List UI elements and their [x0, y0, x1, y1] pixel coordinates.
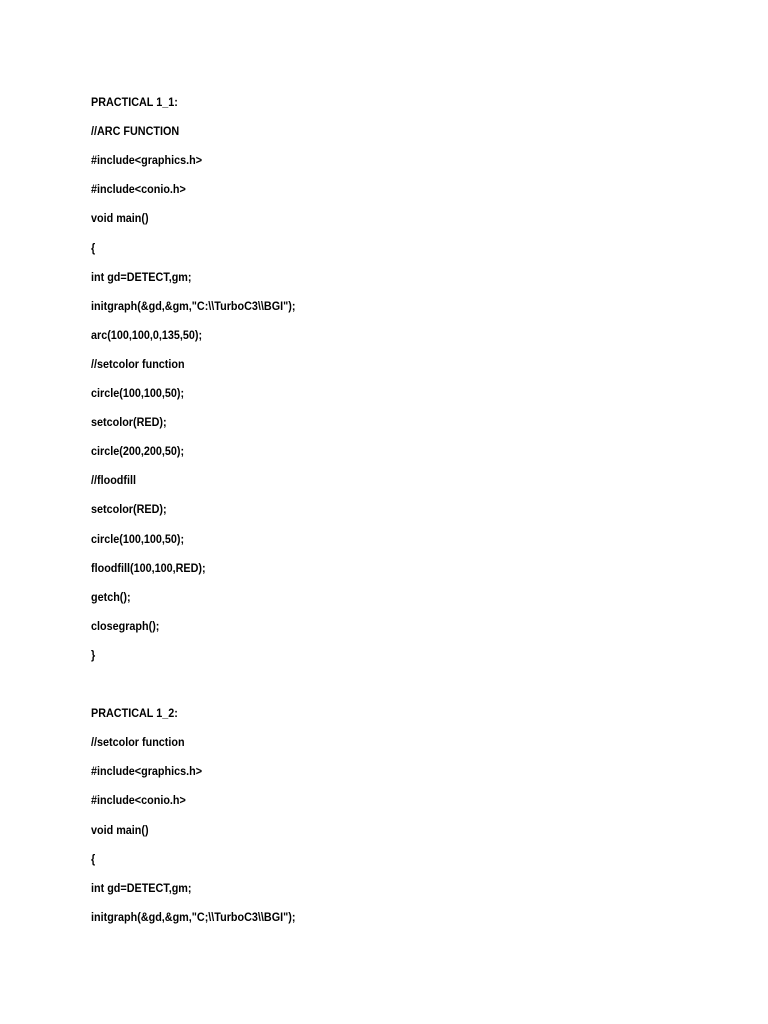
code-comment-line: //setcolor function — [91, 356, 185, 371]
code-line: #include<conio.h> — [91, 793, 186, 808]
code-line: void main() — [91, 822, 149, 837]
code-line: setcolor(RED); — [91, 415, 167, 430]
code-line: #include<graphics.h> — [91, 764, 203, 779]
code-line: floodfill(100,100,RED); — [91, 560, 206, 575]
code-line: { — [91, 240, 96, 255]
code-line: int gd=DETECT,gm; — [91, 880, 192, 895]
section-heading: PRACTICAL 1_1: — [91, 95, 178, 109]
code-line: { — [91, 851, 96, 866]
code-line: circle(100,100,50); — [91, 531, 185, 546]
section-heading: PRACTICAL 1_2: — [91, 706, 178, 721]
code-line: void main() — [91, 211, 149, 226]
code-line: circle(200,200,50); — [91, 444, 185, 459]
code-line: initgraph(&gd,&gm,"C:\\TurboC3\\BGI"); — [91, 298, 296, 313]
code-line: initgraph(&gd,&gm,"C;\\TurboC3\\BGI"); — [91, 909, 296, 924]
code-line: #include<graphics.h> — [91, 153, 203, 168]
code-line: circle(100,100,50); — [91, 386, 185, 400]
code-line: closegraph(); — [91, 618, 160, 633]
code-line: int gd=DETECT,gm; — [91, 269, 192, 284]
code-line: getch(); — [91, 589, 131, 604]
code-comment-line: //setcolor function — [91, 735, 185, 750]
code-line: } — [91, 647, 96, 662]
code-comment-line: //floodfill — [91, 473, 136, 488]
code-line: setcolor(RED); — [91, 502, 167, 517]
code-comment-line: //ARC FUNCTION — [91, 124, 180, 139]
code-line: arc(100,100,0,135,50); — [91, 327, 203, 342]
code-line: #include<conio.h> — [91, 182, 186, 197]
